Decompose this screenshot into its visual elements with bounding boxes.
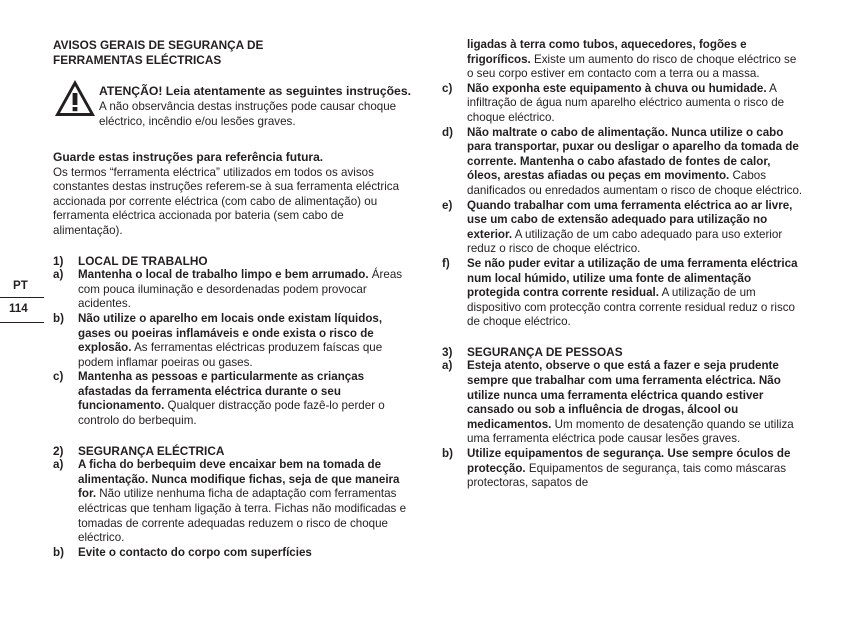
page-number: 114 [9, 302, 28, 315]
list-item: d) Não maltrate o cabo de alimentação. Nunca utilize o cabo para transportar, puxar ou desligar o aparelho da tomada de corrente. Mantenha o cabo afastado de fontes de calor, óleos, arestas afiadas ou peças em movimento. Cabos danificados ou enredados aumentam o risco de choque eléctrico. [442, 125, 803, 197]
list-item: f) Se não puder evitar a utilização de uma ferramenta eléctrica num local húmido, utilize uma fonte de alimentação protegida contra corrente residual. A utilização de um dispositivo com protecção contra corrente residual reduz o risco de choque eléctrico. [442, 256, 798, 329]
right-column [442, 38, 804, 491]
list-item: c) Não exponha este equipamento à chuva ou humidade. A infiltração de água num aparelho eléctrico aumenta o risco de choque eléctrico. [442, 81, 785, 124]
list-item: a) Esteja atento, observe o que está a fazer e seja prudente sempre que trabalhar com uma ferramenta eléctrica. Não utilize nunca uma ferramenta eléctrica quando estiver cansado ou sob a influência de drogas, álcool ou medicamentos. Um momento de desatenção quando se utiliza uma ferramenta eléctrica pode causar lesões graves. [442, 359, 794, 446]
tab-divider [0, 297, 44, 298]
list-item: b) Não utilize o aparelho em locais onde existam líquidos, gases ou poeiras inflamáveis e onde exista o risco de explosão. As ferramentas eléctricas produzem faíscas que podem inflamar poeiras ou gases. [53, 311, 383, 369]
language-code: PT [13, 279, 28, 292]
section-1-number: 1) [53, 253, 64, 268]
list-item-continued: ligadas à terra como tubos, aquecedores, fogões e frigoríficos. Existe um aumento do risco de choque eléctrico se o seu corpo estiver em contacto com a terra ou a massa. [467, 38, 797, 81]
list-item: b) Utilize equipamentos de segurança. Use sempre óculos de protecção. Equipamentos de segurança, tais como máscaras protectoras, sapatos de [442, 447, 791, 490]
list-item: e) Quando trabalhar com uma ferramenta eléctrica ao ar livre, use um cabo de extensão adequado para utilização no exterior. A utilização de um cabo adequado para uso exterior reduz o risco de choque eléctrico. [442, 198, 793, 256]
warning-body: A não observância destas instruções pode causar choque eléctrico, incêndio e/ou lesões graves. [99, 99, 397, 129]
warning-text [53, 78, 411, 130]
warning-icon [53, 78, 97, 118]
list-item: b) Evite o contacto do corpo com superfícies [53, 545, 312, 559]
keep-instructions [53, 150, 411, 239]
keep-bold: Guarde estas instruções para referência futura. [53, 149, 324, 164]
section-2-title: 2) SEGURANÇA ELÉCTRICA [53, 443, 225, 458]
page-number-tab [0, 302, 44, 320]
section-1-title: 1) LOCAL DE TRABALHO [53, 253, 208, 268]
keep-text: Os termos “ferramenta eléctrica” utilizados em todos os avisos constantes destas instruções referem-se à sua ferramenta eléctrica accionada por corrente eléctrica (com cabo de alimentação) ou ferramenta eléctrica accionada por bateria (sem cabo de alimentação). [53, 165, 400, 237]
warning-block [53, 78, 411, 130]
list-item: a) A ficha do berbequim deve encaixar bem na tomada de alimentação. Nunca modifique fichas, seja de que maneira for. Não utilize nenhuma ficha de adaptação com ferramentas eléctricas que tenham ligação à terra. Fichas não modificadas e tomadas de corrente adequadas reduzem o risco de choque eléctrico. [53, 458, 407, 545]
section-3-title: 3) SEGURANÇA DE PESSOAS [442, 344, 623, 359]
language-tab [0, 279, 44, 297]
list-item: a) Mantenha o local de trabalho limpo e bem arrumado. Áreas com pouca iluminação e desordenadas podem provocar acidentes. [53, 268, 403, 311]
left-column [53, 38, 411, 560]
section-3-number: 3) [442, 344, 453, 359]
warning-bold: ATENÇÃO! Leia atentamente as seguintes instruções. [99, 84, 411, 99]
page-title: AVISOS GERAIS DE SEGURANÇA DE FERRAMENTAS ELÉCTRICAS [53, 38, 264, 67]
section-2-number: 2) [53, 443, 64, 458]
list-item: c) Mantenha as pessoas e particularmente as crianças afastadas da ferramenta eléctrica durante o seu funcionamento. Qualquer distracção pode fazê-lo perder o controlo do berbequim. [53, 370, 385, 428]
tab-divider [0, 322, 44, 323]
